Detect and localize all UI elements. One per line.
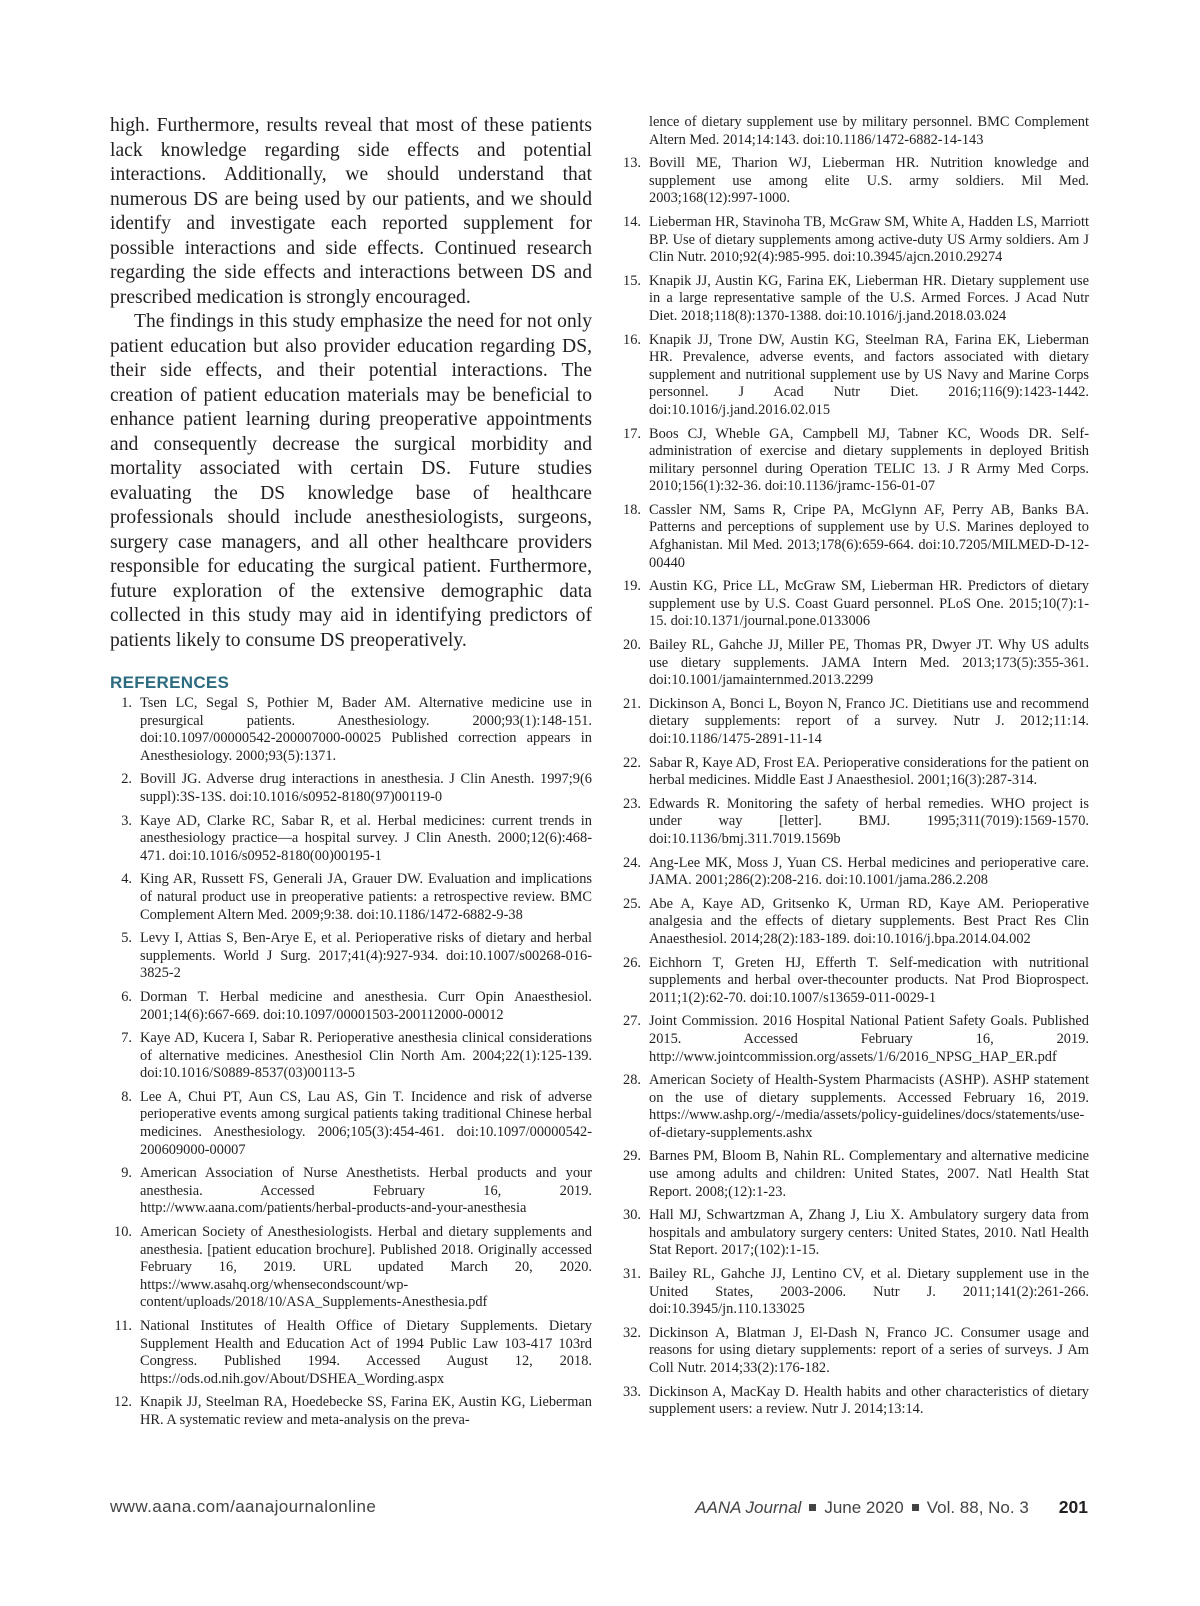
reference-text: Knapik JJ, Austin KG, Farina EK, Lieberman HR. Dietary supplement use in a large representative sample of the U.S. Armed Forces. J Acad Nutr Diet. 2018;118(8):1370-1388. doi:10.1016/j.jand.2018.03.024 <box>649 272 1089 324</box>
reference-item <box>110 1318 592 1388</box>
reference-item <box>619 214 1089 267</box>
reference-item <box>619 637 1089 690</box>
reference-text: Tsen LC, Segal S, Pothier M, Bader AM. Alternative medicine use in presurgical patients. Anesthesiology. 2000;93(1):148-151. doi:10.1097/00000542-200007000-00025 Published correction appears in Anesthesiology. 2000;93(5):1371. <box>140 695 592 764</box>
reference-text: Dickinson A, Blatman J, El-Dash N, Franco JC. Consumer usage and reasons for using dietary supplements: report of a series of surveys. J Am Coll Nutr. 2014;33(2):176-182. <box>649 1324 1089 1376</box>
reference-number: 23. <box>623 795 641 812</box>
reference-item <box>110 1224 592 1312</box>
reference-text: Levy I, Attias S, Ben-Arye E, et al. Perioperative risks of dietary and herbal supplements. World J Surg. 2017;41(4):927-934. doi:10.1007/s00268-016-3825-2 <box>140 930 592 982</box>
reference-item <box>110 771 592 806</box>
reference-number: 26. <box>623 954 641 971</box>
reference-item <box>619 696 1089 749</box>
reference-number: 29. <box>623 1148 641 1165</box>
reference-number: 7. <box>121 1030 132 1047</box>
reference-number: 28. <box>623 1072 641 1089</box>
reference-text: Dickinson A, Bonci L, Boyon N, Franco JC. Dietitians use and recommend dietary supplements: report of a survey. Nutr J. 2012;11:14. doi:10.1186/1475-2891-11-14 <box>649 695 1089 747</box>
reference-text: Knapik JJ, Trone DW, Austin KG, Steelman RA, Farina EK, Lieberman HR. Prevalence, adverse events, and factors associated with dietary supplement and nutritional supplement use by US Navy and Marine Corps personnel. J Acad Nutr Diet. 2016;116(9):1423-1442. doi:10.1016/j.jand.2016.02.015 <box>649 331 1089 418</box>
reference-item <box>619 502 1089 572</box>
reference-item <box>619 1013 1089 1066</box>
body-paragraph: The findings in this study emphasize the need for not only patient education but also provider education regarding DS, their side effects, and their potential interactions. The creation of patient education materials may be beneficial to enhance patient learning during preoperative appointments and consequently decrease the surgical morbidity and mortality associated with certain DS. Future studies evaluating the DS knowledge base of healthcare professionals should include anesthesiologists, surgeons, surgery case managers, and all other healthcare providers responsible for educating the surgical patient. Furthermore, future exploration of the extensive demographic data collected in this study may aid in identifying predictors of patients likely to consume DS preoperatively. <box>110 311 592 651</box>
reference-text: Bovill ME, Tharion WJ, Lieberman HR. Nutrition knowledge and supplement use among elite U.S. army soldiers. Mil Med. 2003;168(12):997-1000. <box>649 155 1089 207</box>
reference-text: lence of dietary supplement use by military personnel. BMC Complement Altern Med. 2014;14:143. doi:10.1186/1472-6882-14-143 <box>649 114 1089 148</box>
reference-item <box>619 755 1089 790</box>
reference-item <box>619 896 1089 949</box>
reference-text: Eichhorn T, Greten HJ, Efferth T. Self-medication with nutritional supplements and herbal over-thecounter products. Nat Prod Bioprospect. 2011;1(2):62-70. doi:10.1007/s13659-011-0029-1 <box>649 954 1089 1006</box>
reference-text: Sabar R, Kaye AD, Frost EA. Perioperative considerations for the patient on herbal medicines. Middle East J Anaesthesiol. 2001;16(3):287-314. <box>649 754 1089 789</box>
reference-text: Edwards R. Monitoring the safety of herbal remedies. WHO project is under way [letter]. BMJ. 1995;311(7019):1569-1570. doi:10.1136/bmj.311.7019.1569b <box>649 795 1089 847</box>
reference-text: American Society of Health-System Pharmacists (ASHP). ASHP statement on the use of dietary supplements. Accessed February 16, 2019. https://www.ashp.org/-/media/assets/policy-guidelines/docs/statements/use-of-dietary-supplements.ashx <box>649 1072 1089 1141</box>
reference-text: National Institutes of Health Office of Dietary Supplements. Dietary Supplement Health and Education Act of 1994 Public Law 103-417 103rd Congress. Published 1994. Accessed August 12, 2018. https://ods.od.nih.gov/About/DSHEA_Wording.aspx <box>140 1318 592 1387</box>
reference-number: 13. <box>623 155 641 172</box>
reference-item <box>619 1325 1089 1378</box>
reference-text: Abe A, Kaye AD, Gritsenko K, Urman RD, Kaye AM. Perioperative analgesia and the effects of dietary supplements. Best Pract Res Clin Anaesthesiol. 2014;28(2):183-189. doi:10.1016/j.bpa.2014.04.002 <box>649 895 1089 947</box>
reference-number: 27. <box>623 1013 641 1030</box>
reference-item <box>619 796 1089 849</box>
reference-number: 30. <box>623 1207 641 1224</box>
reference-text: Lee A, Chui PT, Aun CS, Lau AS, Gin T. Incidence and risk of adverse perioperative events among surgical patients taking traditional Chinese herbal medicines. Anesthesiology. 2006;105(3):454-461. doi:10.1097/00000542-200609000-00007 <box>140 1088 592 1158</box>
reference-text: American Society of Anesthesiologists. Herbal and dietary supplements and anesthesia. [patient education brochure]. Published 2018. Originally accessed February 16, 2019. URL updated March 20, 2020. https://www.asahq.org/whensecondscount/wp-content/uploads/2018/10/ASA_Supplements-Anesthesia.pdf <box>140 1224 592 1311</box>
reference-text: Hall MJ, Schwartzman A, Zhang J, Liu X. Ambulatory surgery data from hospitals and ambulatory surgery centers: United States, 2010. Natl Health Stat Report. 2017;(102):1-15. <box>649 1207 1089 1259</box>
reference-item <box>619 1384 1089 1419</box>
reference-text: Austin KG, Price LL, McGraw SM, Lieberman HR. Predictors of dietary supplement use by U.S. Coast Guard personnel. PLoS One. 2015;10(7):1-15. doi:10.1371/journal.pone.0133006 <box>649 578 1089 630</box>
reference-text: Barnes PM, Bloom B, Nahin RL. Complementary and alternative medicine use among adults and children: United States, 2007. Natl Health Stat Report. 2008;(12):1-23. <box>649 1148 1089 1200</box>
reference-number: 1. <box>121 695 132 711</box>
reference-text: Kaye AD, Clarke RC, Sabar R, et al. Herbal medicines: current trends in anesthesiology practice—a hospital survey. J Clin Anesth. 2000;12(6):468-471. doi:10.1016/s0952-8180(00)00195-1 <box>140 812 592 864</box>
reference-number: 25. <box>623 895 641 912</box>
footer-date: June 2020 <box>824 1497 904 1517</box>
reference-list-left <box>110 695 592 1430</box>
reference-item <box>110 989 592 1024</box>
reference-item <box>619 578 1089 631</box>
left-column <box>110 114 592 1436</box>
reference-text: Bailey RL, Gahche JJ, Miller PE, Thomas PR, Dwyer JT. Why US adults use dietary supplements. JAMA Intern Med. 2013;173(5):355-361. doi:10.1001/jamainternmed.2013.2299 <box>649 637 1089 689</box>
reference-text: Bovill JG. Adverse drug interactions in anesthesia. J Clin Anesth. 1997;9(6 suppl):3S-13S. doi:10.1016/s0952-8180(97)00119-0 <box>140 771 592 805</box>
reference-number: 18. <box>623 501 641 518</box>
footer-journal: AANA Journal <box>695 1497 802 1517</box>
reference-item <box>110 813 592 866</box>
reference-item <box>619 1072 1089 1142</box>
reference-number: 19. <box>623 578 641 595</box>
right-column <box>619 114 1089 1425</box>
reference-item-continued <box>619 114 1089 149</box>
reference-number: 24. <box>623 854 641 871</box>
reference-number: 14. <box>623 213 641 230</box>
reference-number: 21. <box>623 695 641 712</box>
page-number: 201 <box>1058 1497 1088 1517</box>
body-paragraph: high. Furthermore, results reveal that most of these patients lack knowledge regarding side effects and potential interactions. Additionally, we should understand that numerous DS are being used by our patients, and we should identify and investigate each reported supplement for possible interactions and side effects. Continued research regarding the side effects and interactions between DS and prescribed medication is strongly encouraged. <box>110 115 592 308</box>
reference-item <box>110 1089 592 1159</box>
reference-item <box>110 930 592 983</box>
reference-text: Dorman T. Herbal medicine and anesthesia. Curr Opin Anaesthesiol. 2001;14(6):667-669. doi:10.1097/00001503-200112000-00012 <box>140 988 592 1023</box>
reference-number: 5. <box>121 930 132 947</box>
reference-item <box>110 695 592 765</box>
reference-text: Cassler NM, Sams R, Cripe PA, McGlynn AF, Perry AB, Banks BA. Patterns and perceptions of supplement use by U.S. Marines deployed to Afghanistan. Mil Med. 2013;178(6):659-664. doi:10.7205/MILMED-D-12-00440 <box>649 501 1089 571</box>
reference-number: 4. <box>121 871 132 888</box>
reference-item <box>110 1394 592 1429</box>
reference-number: 33. <box>623 1383 641 1400</box>
reference-number: 2. <box>121 771 132 788</box>
reference-number: 16. <box>623 331 641 348</box>
footer-volume: Vol. 88, No. 3 <box>926 1497 1029 1517</box>
reference-number: 17. <box>623 425 641 442</box>
reference-text: Joint Commission. 2016 Hospital National Patient Safety Goals. Published 2015. Accessed February 16, 2019. http://www.jointcommission.org/assets/1/6/2016_NPSG_HAP_ER.pdf <box>649 1013 1089 1065</box>
reference-item <box>619 1266 1089 1319</box>
reference-item <box>110 1030 592 1083</box>
reference-number: 6. <box>121 988 132 1005</box>
square-bullet-icon <box>809 1504 816 1511</box>
reference-text: American Association of Nurse Anesthetists. Herbal products and your anesthesia. Accessed February 16, 2019. http://www.aana.com/patients/herbal-products-and-your-anesthesia <box>140 1165 592 1217</box>
reference-item <box>619 155 1089 208</box>
square-bullet-icon <box>912 1504 919 1511</box>
footer-citation <box>695 1497 1088 1518</box>
reference-number: 31. <box>623 1266 641 1283</box>
reference-number: 11. <box>114 1318 132 1334</box>
reference-number: 15. <box>623 272 641 289</box>
reference-item <box>619 426 1089 496</box>
reference-text: Boos CJ, Wheble GA, Campbell MJ, Tabner KC, Woods DR. Self-administration of exercise and dietary supplements in deployed British military personnel during Operation TELIC 13. J R Army Med Corps. 2010;156(1):32-36. doi:10.1136/jramc-156-01-07 <box>649 425 1089 495</box>
reference-item <box>619 1148 1089 1201</box>
reference-item <box>619 855 1089 890</box>
reference-text: King AR, Russett FS, Generali JA, Grauer DW. Evaluation and implications of natural product use in preoperative patients: a retrospective review. BMC Complement Altern Med. 2009;9:38. doi:10.1186/1472-6882-9-38 <box>140 871 592 923</box>
reference-text: Dickinson A, MacKay D. Health habits and other characteristics of dietary supplement users: a review. Nutr J. 2014;13:14. <box>649 1383 1089 1418</box>
reference-text: Kaye AD, Kucera I, Sabar R. Perioperative anesthesia clinical considerations of alternative medicines. Anesthesiol Clin North Am. 2004;22(1):125-139. doi:10.1016/S0889-8537(03)00113-5 <box>140 1030 592 1082</box>
reference-item <box>110 1165 592 1218</box>
reference-text: Ang-Lee MK, Moss J, Yuan CS. Herbal medicines and perioperative care. JAMA. 2001;286(2):208-216. doi:10.1001/jama.286.2.208 <box>649 854 1089 889</box>
reference-number: 22. <box>623 754 641 771</box>
footer-url[interactable]: www.aana.com/aanajournalonline <box>110 1497 377 1516</box>
reference-item <box>110 871 592 924</box>
reference-text: Knapik JJ, Steelman RA, Hoedebecke SS, Farina EK, Austin KG, Lieberman HR. A systematic review and meta-analysis on the preva- <box>140 1394 592 1428</box>
reference-list-right <box>619 114 1089 1419</box>
reference-number: 32. <box>623 1324 641 1341</box>
reference-number: 10. <box>114 1224 132 1241</box>
reference-item <box>619 273 1089 326</box>
reference-number: 8. <box>121 1088 132 1105</box>
reference-item <box>619 1207 1089 1260</box>
reference-number: 3. <box>121 812 132 829</box>
reference-number: 20. <box>623 637 641 654</box>
references-heading: REFERENCES <box>110 673 230 692</box>
reference-item <box>619 955 1089 1008</box>
reference-item <box>619 332 1089 420</box>
reference-number: 12. <box>114 1394 132 1411</box>
reference-number: 9. <box>121 1165 132 1182</box>
reference-text: Bailey RL, Gahche JJ, Lentino CV, et al. Dietary supplement use in the United States, 2003-2006. Nutr J. 2011;141(2):261-266. doi:10.3945/jn.110.133025 <box>649 1266 1089 1318</box>
reference-text: Lieberman HR, Stavinoha TB, McGraw SM, White A, Hadden LS, Marriott BP. Use of dietary supplements among active-duty US Army soldiers. Am J Clin Nutr. 2010;92(4):985-995. doi:10.3945/ajcn.2010.29274 <box>649 213 1089 266</box>
